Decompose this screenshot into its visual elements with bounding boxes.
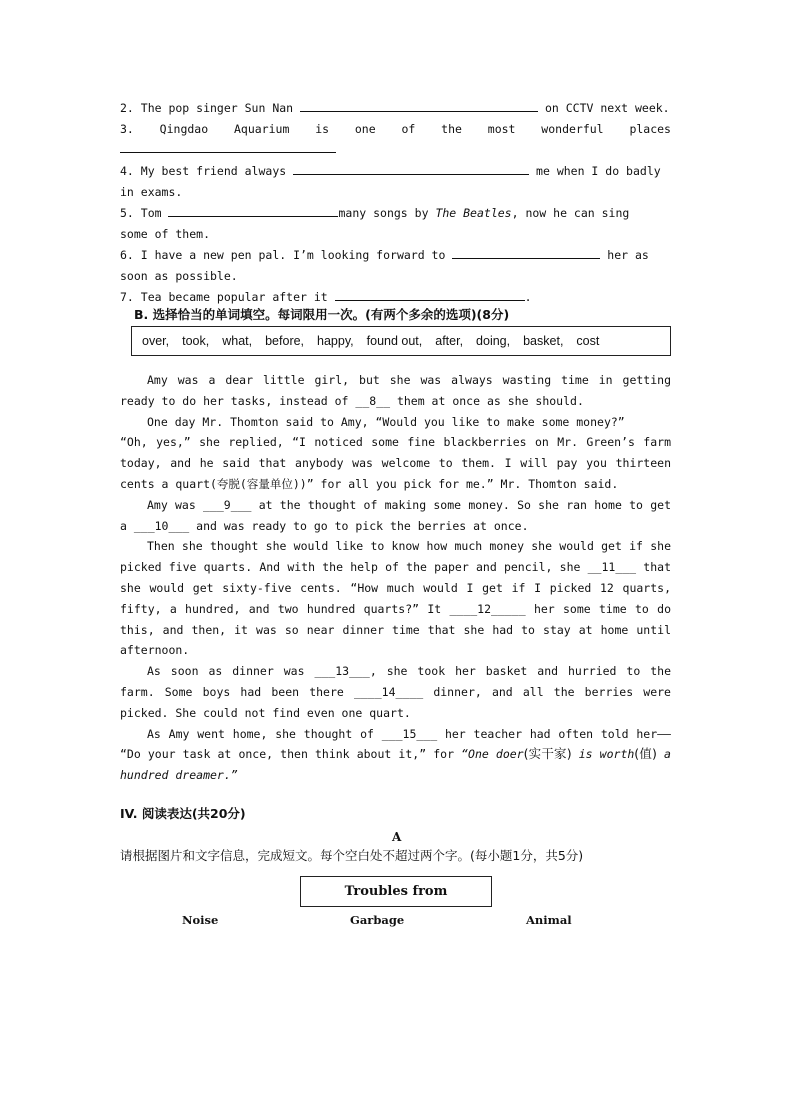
passage-paragraph: Amy was a dear little girl, but she was always wasting time in getting ready to do her tasks, instead of __8__ them at once as she should. xyxy=(120,373,671,408)
part-a-label: A xyxy=(392,830,402,844)
word-option: found out, xyxy=(366,334,423,348)
passage-paragraph: As soon as dinner was ___13___, she took her basket and hurried to the farm. Some boys had been there ____14____ dinner, and all the berries were picked. She could not find even one quart. xyxy=(120,664,671,720)
passage-paragraph: One day Mr. Thomton said to Amy, “Would you like to make some money?” xyxy=(147,414,625,429)
quote-text: “One doer xyxy=(461,747,524,762)
question-text: 2. The pop singer Sun Nan xyxy=(120,101,294,115)
category-garbage: Garbage xyxy=(350,913,405,927)
question-text: some of them. xyxy=(120,227,211,241)
question-5-continued xyxy=(120,224,210,244)
answer-blank[interactable] xyxy=(452,246,600,259)
section-b-heading: B. 选择恰当的单词填空。每词限用一次。(有两个多余的选项)(8分) xyxy=(134,307,510,322)
word-option: doing, xyxy=(476,334,511,348)
word-option: over, xyxy=(142,334,170,348)
question-text: in exams. xyxy=(120,185,183,199)
question-text: 7. Tea became popular after it xyxy=(120,290,328,304)
cloze-passage xyxy=(120,370,671,786)
question-4 xyxy=(120,161,661,181)
question-text: , now he can sing xyxy=(511,206,630,220)
question-6 xyxy=(120,245,649,265)
passage-paragraph-last xyxy=(120,724,671,786)
passage-paragraph: Then she thought she would like to know how much money she would get if she picked five quarts. And with the help of the paper and pencil, she __11___ that she would get sixty-five cents. “How much would I get if I picked 12 quarts, fifty, a hundred, and two hundred quarts?” It ____12_____ her some time to do this, and then, it was so near dinner time that she had to stay at home until afternoon. xyxy=(120,539,671,658)
word-option: basket, xyxy=(523,334,564,348)
question-3 xyxy=(120,119,671,139)
question-3-blank-line xyxy=(120,139,336,159)
question-text: me when I do badly xyxy=(536,164,661,178)
quote-text: a hundred dreamer.” xyxy=(120,747,671,783)
question-text: 4. My best friend always xyxy=(120,164,287,178)
question-2 xyxy=(120,98,670,118)
word-option: happy, xyxy=(317,334,354,348)
category-animal: Animal xyxy=(526,913,572,927)
word-option: after, xyxy=(435,334,464,348)
chinese-gloss: (值) xyxy=(634,746,657,762)
word-bank xyxy=(131,326,671,356)
part-a-instruction: 请根据图片和文字信息，完成短文。每个空白处不超过两个字。(每小题1分，共5分) xyxy=(120,848,584,863)
question-text: 6. I have a new pen pal. I’m looking forward to xyxy=(120,248,446,262)
word-option: before, xyxy=(265,334,305,348)
troubles-title-box: Troubles from xyxy=(300,876,492,907)
question-text: 3. Qingdao Aquarium is one of the most wonderful places xyxy=(120,122,671,136)
question-text: 5. Tom xyxy=(120,206,162,220)
passage-text: As Amy went home, she thought of ___15___ her teacher had often told her—— “Do your task at once, then think about it,” for xyxy=(120,726,671,762)
answer-blank[interactable] xyxy=(120,140,336,153)
passage-paragraph: “Oh, yes,” she replied, “I noticed some fine blackberries on Mr. Green’s farm today, and he said that anybody was welcome to them. I will pay you thirteen cents a quart(夸脱(容量单位))” for all you pick for me.” Mr. Thomton said. xyxy=(120,435,671,491)
passage-paragraph: Amy was ___9___ at the thought of making some money. So she ran home to get a ___10___ and was ready to go to pick the berries at once. xyxy=(120,497,671,533)
word-option: what, xyxy=(222,334,253,348)
quote-text: is worth xyxy=(571,747,635,762)
word-option: took, xyxy=(182,334,210,348)
question-text: many songs by xyxy=(338,206,429,220)
answer-blank[interactable] xyxy=(300,99,538,112)
section-iv-heading: IV. 阅读表达(共20分) xyxy=(120,806,246,821)
answer-blank[interactable] xyxy=(293,162,529,175)
question-7 xyxy=(120,287,532,307)
answer-blank[interactable] xyxy=(335,288,525,301)
question-text: on CCTV next week. xyxy=(544,101,670,115)
band-name: The Beatles xyxy=(435,206,512,220)
word-option: cost xyxy=(576,334,600,348)
question-text: . xyxy=(524,290,532,304)
question-text: soon as possible. xyxy=(120,269,238,283)
chinese-gloss: (实干家) xyxy=(523,746,572,762)
question-5 xyxy=(120,203,629,223)
category-noise: Noise xyxy=(182,913,219,927)
question-4-continued xyxy=(120,182,182,202)
answer-blank[interactable] xyxy=(168,204,338,217)
question-6-continued xyxy=(120,266,238,286)
question-text: her as xyxy=(607,248,649,262)
